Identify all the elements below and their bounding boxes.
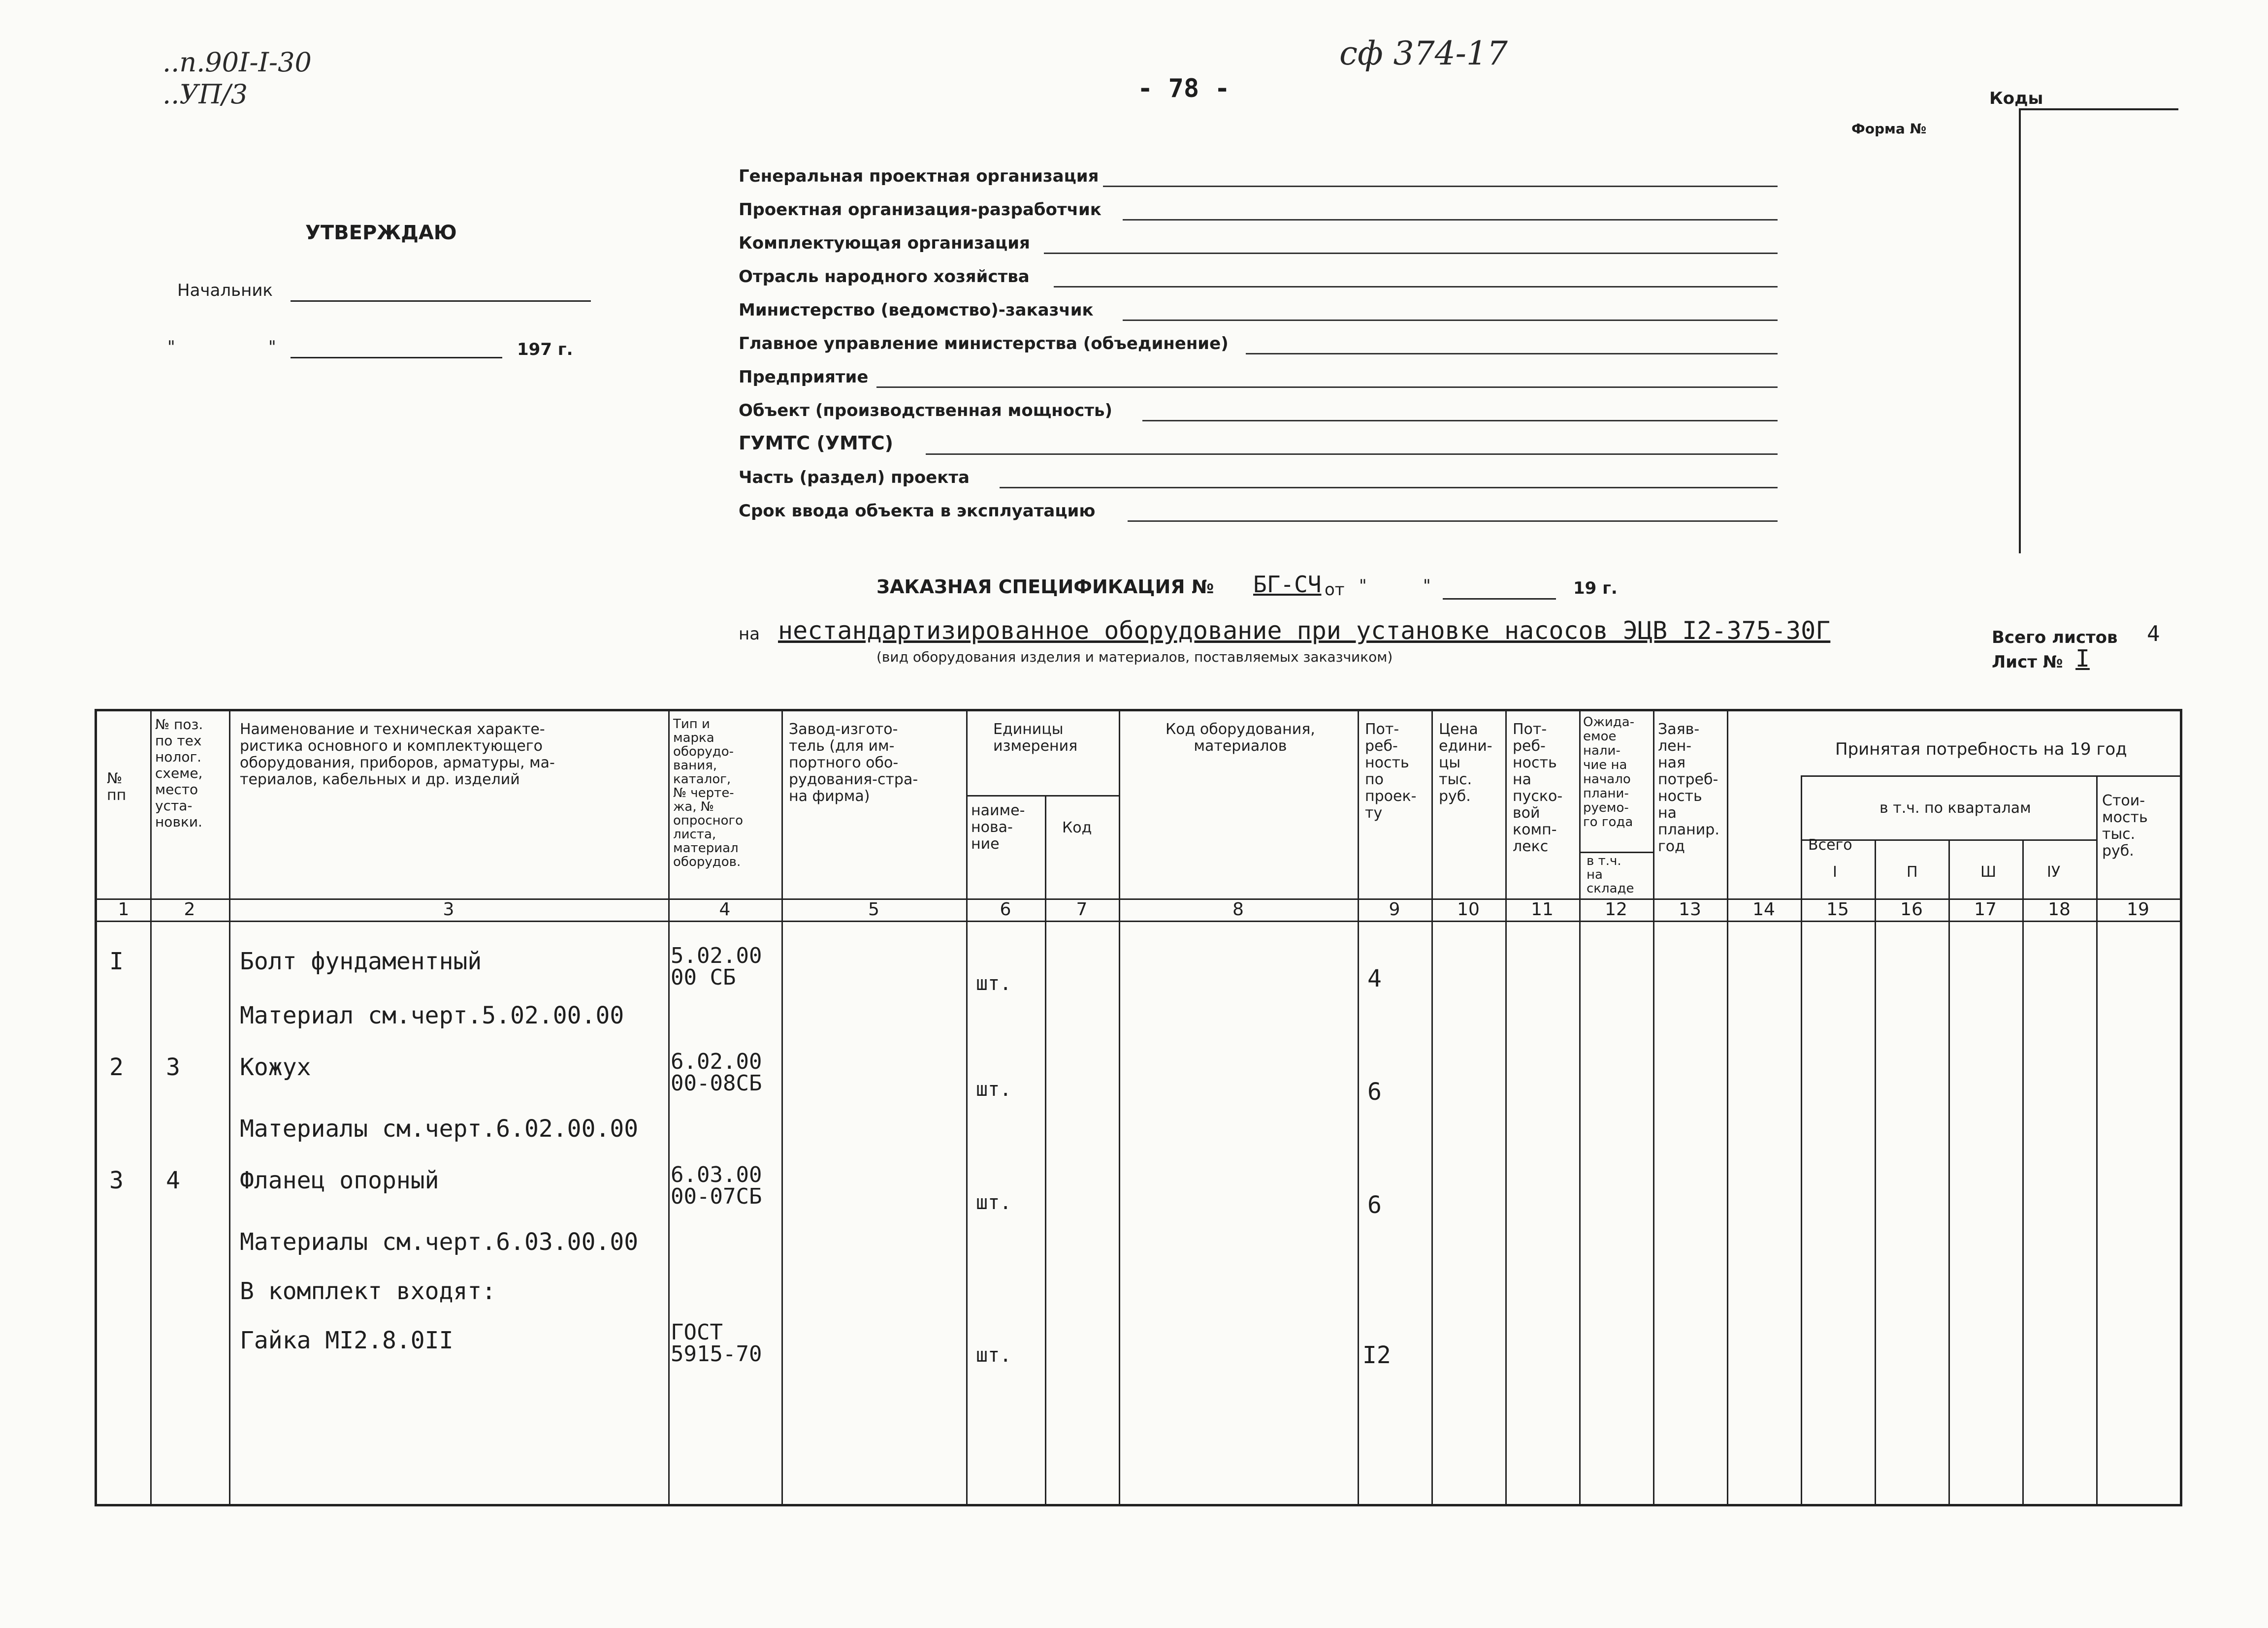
- spec-quote-open: ": [1359, 576, 1367, 596]
- field-supplying-org: Комплектующая организация: [739, 224, 1778, 255]
- row-number: 2: [109, 1053, 124, 1081]
- header-total: Всего: [1808, 836, 1852, 854]
- field-industry: Отрасль народного хозяйства: [739, 258, 1778, 288]
- header-row-number: № пп: [107, 770, 127, 804]
- spec-year: 19 г.: [1573, 578, 1618, 598]
- item-material: Материалы см.черт.6.03.00.00: [240, 1228, 639, 1256]
- total-sheets-label: Всего листов: [1992, 628, 2118, 647]
- field-general-design-org: Генеральная проектная организация: [739, 158, 1778, 188]
- header-cost: Стои- мость тыс. руб.: [2102, 792, 2148, 860]
- col-number: 3: [443, 899, 454, 920]
- field-design-org-developer: Проектная организация-разработчик: [739, 191, 1778, 222]
- item-position: 3: [166, 1053, 180, 1081]
- header-q2: П: [1907, 863, 1918, 881]
- approval-year: 197 г.: [517, 340, 573, 359]
- col-number: 18: [2048, 899, 2071, 920]
- handwritten-registration-mark: сф 374-17: [1339, 34, 1508, 72]
- item-name: Болт фундаментный: [240, 948, 482, 975]
- field-commissioning-date: Срок ввода объекта в эксплуатацию: [739, 492, 1778, 523]
- item-quantity: I2: [1362, 1341, 1391, 1369]
- item-material: Материал см.черт.5.02.00.00: [240, 1002, 624, 1029]
- header-declared-demand: Заяв- лен- ная потреб- ность на планир. год: [1658, 721, 1719, 855]
- codes-box: [2019, 108, 2178, 553]
- header-quarters: в т.ч. по кварталам: [1879, 799, 2031, 817]
- total-sheets-value: 4: [2147, 621, 2160, 646]
- sheet-number-value: I: [2075, 645, 2090, 672]
- spec-from: от: [1325, 580, 1345, 600]
- col-number: 19: [2127, 899, 2149, 920]
- col-number: 2: [184, 899, 195, 920]
- item-type: 5.02.00 00 СБ: [671, 943, 762, 990]
- header-q1: I: [1833, 863, 1837, 881]
- header-demand-project: Пот- реб- ность по проек- ту: [1365, 721, 1417, 822]
- col-number: 17: [1974, 899, 1997, 920]
- doc-code-line2: ..УП/3: [162, 79, 248, 110]
- field-gumts: ГУМТС (УМТС): [739, 425, 1778, 456]
- item-type: 6.02.00 00-08СБ: [671, 1049, 762, 1096]
- row-number: 3: [109, 1167, 124, 1194]
- header-in-warehouse: в т.ч. на складе: [1587, 854, 1634, 896]
- header-expected-stock: Ожида- емое нали- чие на начало плани- руемо- го года: [1583, 715, 1635, 830]
- spec-number: БГ-СЧ: [1253, 571, 1322, 598]
- spec-date-line: [1443, 598, 1556, 600]
- spec-title: ЗАКАЗНАЯ СПЕЦИФИКАЦИЯ №: [876, 576, 1214, 598]
- header-q4: IУ: [2047, 863, 2061, 881]
- field-object: Объект (производственная мощность): [739, 392, 1778, 422]
- approval-chief-line: [291, 300, 591, 302]
- col-number: 13: [1679, 899, 1701, 920]
- page-number: - 78 -: [1137, 74, 1230, 103]
- spec-subject: нестандартизированное оборудование при установке насосов ЭЦВ I2-375-30Г: [778, 616, 1831, 645]
- col-number: 10: [1457, 899, 1480, 920]
- item-material: Материалы см.черт.6.02.00.00: [240, 1115, 639, 1143]
- header-position: № поз. по тех нолог. схеме, место уста- новки.: [155, 716, 203, 830]
- header-demand-startup: Пот- реб- ность на пуско- вой комп- лекс: [1513, 721, 1563, 855]
- col-number: 11: [1531, 899, 1554, 920]
- approval-chief-label: Начальник: [177, 281, 273, 300]
- item-name: Фланец опорный: [240, 1167, 439, 1194]
- spec-on-word: на: [739, 624, 760, 644]
- col-number: 15: [1826, 899, 1849, 920]
- col-number: 7: [1076, 899, 1088, 920]
- header-units: Единицы измерения: [993, 721, 1078, 755]
- item-quantity: 4: [1367, 965, 1382, 992]
- col-number: 8: [1232, 899, 1244, 920]
- header-unit-code: Код: [1062, 819, 1092, 836]
- item-unit: шт.: [976, 972, 1012, 995]
- header-unit-price: Цена едини- цы тыс. руб.: [1439, 721, 1492, 805]
- row-number: I: [109, 948, 124, 975]
- approval-quote-close: ": [268, 337, 276, 357]
- item-unit: шт.: [976, 1078, 1012, 1101]
- form-number-label: Форма №: [1851, 121, 1927, 137]
- field-main-directorate: Главное управление министерства (объединение): [739, 325, 1778, 355]
- doc-code-line1: ..п.90I-I-30: [162, 47, 312, 78]
- approval-quote-open: ": [167, 337, 175, 357]
- col-number: 12: [1605, 899, 1627, 920]
- spec-quote-close: ": [1423, 576, 1431, 596]
- col-number: 4: [719, 899, 731, 920]
- header-manufacturer: Завод-изгото- тель (для им- портного обо- рудования-стра- на фирма): [789, 721, 918, 805]
- item-quantity: 6: [1367, 1191, 1382, 1219]
- approval-date-line: [291, 357, 502, 358]
- item-unit: шт.: [976, 1191, 1012, 1214]
- field-ministry-customer: Министерство (ведомство)-заказчик: [739, 291, 1778, 322]
- col-number: 14: [1752, 899, 1775, 920]
- item-quantity: 6: [1367, 1078, 1382, 1106]
- header-q3: Ш: [1980, 863, 1997, 881]
- header-unit-name: наиме- нова- ние: [971, 802, 1025, 853]
- header-equipment-code: Код оборудования, материалов: [1166, 721, 1315, 755]
- kit-includes-label: В комплект входят:: [240, 1277, 496, 1305]
- item-name: Гайка МI2.8.0II: [240, 1327, 454, 1354]
- col-number: 5: [868, 899, 879, 920]
- col-number: 6: [1000, 899, 1011, 920]
- col-number: 1: [118, 899, 130, 920]
- col-number: 16: [1900, 899, 1923, 920]
- item-type: ГОСТ 5915-70: [671, 1320, 762, 1367]
- field-project-part: Часть (раздел) проекта: [739, 459, 1778, 489]
- header-accepted-demand: Принятая потребность на 19 год: [1835, 739, 2127, 759]
- field-enterprise: Предприятие: [739, 358, 1778, 389]
- specification-table: [95, 709, 2182, 1506]
- item-type: 6.03.00 00-07СБ: [671, 1162, 762, 1209]
- spec-subject-hint: (вид оборудования изделия и материалов, поставляемых заказчиком): [876, 649, 1393, 665]
- item-position: 4: [166, 1167, 180, 1194]
- col-number: 9: [1389, 899, 1400, 920]
- item-name: Кожух: [240, 1053, 311, 1081]
- header-name: Наименование и техническая характе- ристика основного и комплектующего оборудования, приборов, арматуры, ма- териалов, кабельных и др. изделий: [240, 721, 555, 788]
- codes-label: Коды: [1989, 89, 2043, 108]
- approval-title: УТВЕРЖДАЮ: [305, 222, 457, 244]
- header-type: Тип и марка оборудо- вания, каталог, № черте- жа, № опросного листа, материал оборудов.: [673, 717, 744, 869]
- item-unit: шт.: [976, 1344, 1012, 1367]
- sheet-number-label: Лист №: [1992, 652, 2063, 672]
